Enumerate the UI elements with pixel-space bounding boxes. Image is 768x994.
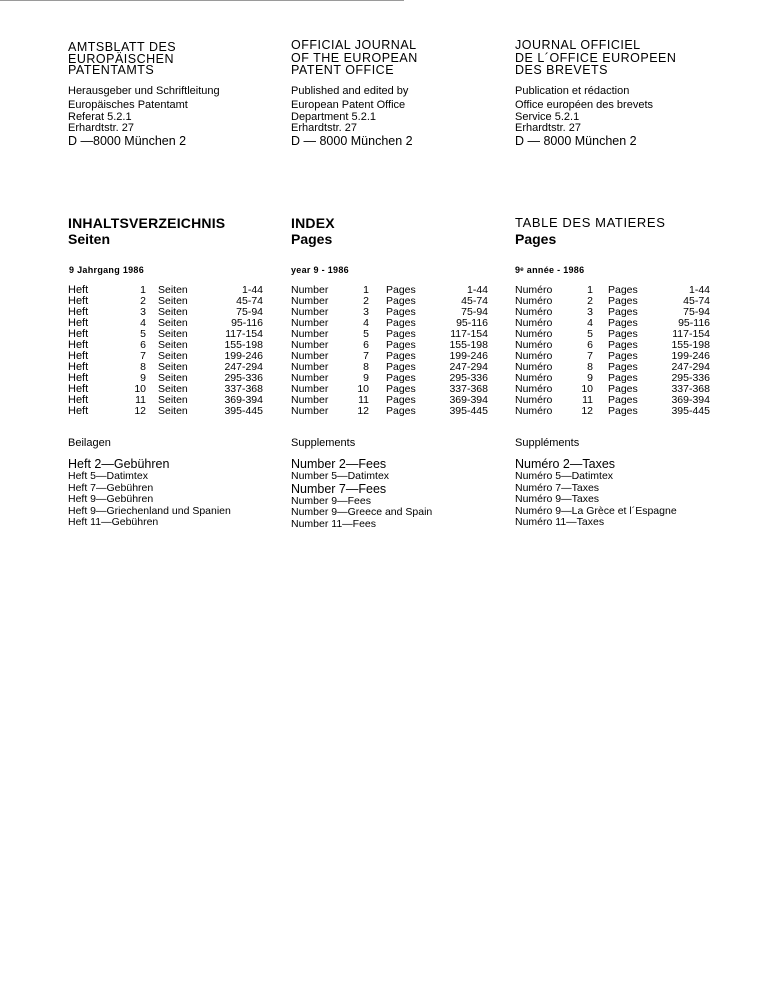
address-line: Europäisches Patentamt (68, 99, 188, 111)
issue-unit: Pages (386, 383, 416, 395)
issue-unit: Pages (386, 295, 416, 307)
issue-unit: Seiten (158, 295, 188, 307)
issue-number: 11 (135, 394, 146, 406)
issue-label: Number (291, 284, 329, 296)
issue-pages: 95-116 (456, 317, 488, 329)
issue-number: 9 (140, 372, 146, 384)
column-french (515, 0, 715, 994)
issue-label: Heft (68, 339, 89, 351)
issue-label: Heft (68, 295, 89, 307)
heading-title: TABLE DES MATIERES (515, 215, 666, 230)
heading-subtitle: Pages (291, 231, 333, 247)
issue-unit: Seiten (158, 317, 188, 329)
issue-unit: Pages (386, 284, 416, 296)
issue-pages: 75-94 (461, 306, 488, 318)
issue-label: Numéro (515, 295, 553, 307)
publisher-line: Published and edited by (291, 85, 409, 97)
supplements-heading: Suppléments (515, 437, 580, 449)
table-row (291, 406, 488, 417)
address-line: Referat 5.2.1 (68, 110, 132, 123)
issue-number: 1 (587, 284, 593, 296)
issue-label: Heft (68, 383, 89, 395)
issue-unit: Pages (608, 295, 638, 307)
issue-number: 1 (140, 284, 146, 296)
issue-pages: 45-74 (683, 295, 710, 307)
section-heading (515, 215, 715, 247)
issue-unit: Pages (386, 317, 416, 329)
issues-table (68, 285, 263, 417)
issue-pages: 1-44 (688, 284, 710, 296)
issue-pages: 1-44 (466, 284, 488, 296)
issue-number: 7 (363, 350, 369, 362)
issue-number: 3 (363, 306, 369, 318)
issue-pages: 369-394 (671, 394, 710, 406)
title-line: PATENT OFFICE (291, 63, 395, 77)
issue-number: 8 (587, 361, 593, 373)
address-line: European Patent Office (291, 99, 406, 111)
issue-pages: 155-198 (449, 339, 488, 351)
issue-unit: Seiten (158, 350, 188, 362)
address-line: Service 5.2.1 (515, 110, 580, 123)
supplement-item: Heft 11—Gebühren (68, 516, 159, 528)
address-line: Department 5.2.1 (291, 110, 376, 123)
issue-pages: 95-116 (678, 317, 710, 329)
supplement-item: Numéro 7—Taxes (515, 481, 600, 494)
issue-pages: 247-294 (224, 361, 263, 373)
address-line: Erhardtstr. 27 (68, 122, 135, 134)
supplement-item: Heft 5—Datimtex (68, 470, 148, 482)
issue-unit: Pages (608, 350, 638, 362)
table-row (68, 406, 263, 417)
address-line: Erhardtstr. 27 (515, 122, 582, 134)
supplement-item: Heft 9—Gebühren (68, 493, 154, 505)
issue-number: 9 (363, 372, 369, 384)
issue-pages: 295-336 (224, 372, 263, 384)
year-line: year 9 - 1986 (291, 265, 349, 275)
supplements-heading: Supplements (291, 437, 356, 449)
section-heading (68, 215, 268, 247)
issue-label: Number (291, 306, 329, 318)
issue-unit: Pages (386, 339, 416, 351)
issue-unit: Pages (608, 306, 638, 318)
issue-label: Numéro (515, 306, 553, 318)
issue-label: Numéro (515, 372, 553, 384)
issue-pages: 117-154 (672, 328, 710, 340)
title-line: JOURNAL OFFICIEL (515, 38, 641, 52)
issue-unit: Seiten (158, 383, 188, 395)
address-line: D — 8000 München 2 (291, 133, 413, 148)
supplement-item: Number 2—Fees (291, 457, 387, 471)
supplement-item: Numéro 2—Taxes (515, 457, 616, 471)
issue-unit: Seiten (158, 405, 188, 417)
issue-number: 8 (363, 361, 369, 373)
issue-number: 10 (134, 383, 146, 395)
issue-number: 7 (140, 350, 146, 362)
issue-pages: 395-445 (671, 405, 710, 417)
heading-title: INHALTSVERZEICHNIS (68, 215, 226, 231)
issue-label: Numéro (515, 383, 553, 395)
supplement-item: Number 9—Greece and Spain (291, 506, 433, 518)
journal-title (515, 39, 715, 77)
issue-number: 9 (587, 372, 593, 384)
issue-label: Numéro (515, 284, 553, 296)
issue-label: Heft (68, 405, 89, 417)
issue-number: 2 (587, 295, 593, 307)
address-line: Erhardtstr. 27 (291, 122, 358, 134)
supplement-item: Number 7—Fees (291, 481, 387, 496)
issue-label: Numéro (515, 328, 553, 340)
supplement-item: Numéro 11—Taxes (515, 516, 605, 528)
issue-label: Number (291, 383, 329, 395)
issue-pages: 1-44 (241, 284, 263, 296)
issue-label: Heft (68, 284, 89, 296)
issue-unit: Pages (608, 328, 638, 340)
issue-label: Heft (68, 372, 89, 384)
issue-label: Number (291, 372, 329, 384)
issue-number: 3 (587, 306, 593, 318)
issue-unit: Pages (608, 383, 638, 395)
supplements-list (291, 458, 496, 530)
title-line: EUROPÄISCHEN (68, 51, 175, 66)
issue-number: 6 (587, 339, 593, 351)
supplements-heading: Beilagen (68, 437, 111, 449)
issue-unit: Pages (608, 394, 638, 406)
issue-label: Numéro (515, 339, 553, 351)
issue-number: 10 (357, 383, 369, 395)
issue-number: 6 (363, 339, 369, 351)
issue-unit: Seiten (158, 284, 188, 296)
issue-label: Heft (68, 350, 89, 362)
issue-pages: 155-198 (224, 339, 263, 351)
issue-pages: 199-246 (224, 350, 263, 362)
issue-label: Number (291, 328, 329, 340)
year-line: 9 Jahrgang 1986 (69, 265, 145, 275)
publisher-line: Herausgeber und Schriftleitung (68, 85, 220, 97)
issue-label: Heft (68, 394, 89, 406)
column-german (68, 0, 268, 994)
issue-number: 4 (363, 317, 369, 329)
issue-pages: 337-368 (449, 383, 488, 395)
issue-number: 2 (363, 295, 369, 307)
issue-pages: 395-445 (449, 405, 488, 417)
issue-unit: Pages (608, 284, 638, 296)
issue-number: 5 (363, 328, 369, 340)
year-line: 9ᵉ année - 1986 (515, 265, 585, 275)
issue-label: Number (291, 295, 329, 307)
issue-number: 2 (140, 295, 146, 307)
column-english (291, 0, 496, 994)
journal-title (68, 39, 268, 77)
issue-pages: 295-336 (449, 372, 488, 384)
issue-label: Heft (68, 306, 89, 318)
issue-label: Numéro (515, 361, 553, 373)
issue-unit: Pages (386, 328, 416, 340)
issue-pages: 155-198 (671, 339, 710, 351)
issue-number: 12 (134, 405, 146, 417)
issue-pages: 75-94 (683, 306, 710, 318)
issue-number: 6 (140, 339, 146, 351)
issue-unit: Pages (386, 306, 416, 318)
issue-pages: 117-154 (225, 328, 263, 340)
address-line: D —8000 München 2 (68, 133, 187, 148)
issue-pages: 369-394 (224, 394, 263, 406)
issue-pages: 295-336 (671, 372, 710, 384)
issue-pages: 95-116 (231, 317, 263, 329)
issue-unit: Pages (608, 317, 638, 329)
issue-number: 12 (357, 405, 369, 417)
issue-label: Numéro (515, 317, 553, 329)
issue-label: Number (291, 317, 329, 329)
title-line: PATENTAMTS (68, 63, 155, 77)
issue-unit: Pages (386, 394, 416, 406)
issue-unit: Seiten (158, 328, 188, 340)
title-line: AMTSBLATT DES (68, 40, 177, 54)
section-heading (291, 215, 496, 247)
issues-table (291, 285, 488, 417)
table-row (515, 406, 710, 417)
address-line: Office européen des brevets (515, 99, 653, 111)
issue-unit: Seiten (158, 372, 188, 384)
supplement-item: Numéro 5—Datimtex (515, 470, 614, 482)
issue-unit: Seiten (158, 361, 188, 373)
issue-label: Numéro (515, 405, 553, 417)
heading-subtitle: Pages (515, 231, 557, 247)
issue-pages: 199-246 (449, 350, 488, 362)
issue-number: 4 (140, 317, 146, 329)
issue-number: 4 (587, 317, 593, 329)
issue-number: 11 (582, 394, 593, 406)
issue-label: Number (291, 339, 329, 351)
supplement-item: Numéro 9—Taxes (515, 493, 600, 505)
issue-unit: Pages (608, 372, 638, 384)
issue-label: Heft (68, 361, 89, 373)
supplements-list (68, 458, 268, 529)
issues-table (515, 285, 710, 417)
issue-unit: Pages (608, 405, 638, 417)
issue-label: Heft (68, 317, 89, 329)
issue-pages: 337-368 (671, 383, 710, 395)
issue-pages: 395-445 (224, 405, 263, 417)
supplement-item: Heft 7—Gebühren (68, 481, 154, 494)
address-line: D — 8000 München 2 (515, 133, 637, 148)
heading-subtitle: Seiten (68, 231, 111, 247)
address-block (291, 100, 496, 148)
issue-unit: Pages (386, 350, 416, 362)
address-block (68, 100, 268, 148)
issue-number: 12 (581, 405, 593, 417)
title-line: OFFICIAL JOURNAL (291, 38, 417, 52)
address-block (515, 100, 715, 148)
title-line: OF THE EUROPEAN (291, 50, 418, 65)
issue-label: Number (291, 361, 329, 373)
supplements-list (515, 458, 715, 529)
issue-pages: 247-294 (449, 361, 488, 373)
title-line: DES BREVETS (515, 63, 609, 77)
issue-number: 11 (358, 394, 369, 406)
heading-title: INDEX (291, 215, 335, 231)
issue-label: Number (291, 405, 329, 417)
issue-unit: Pages (386, 372, 416, 384)
issue-unit: Pages (608, 339, 638, 351)
title-line: DE L´OFFICE EUROPEEN (515, 50, 677, 65)
supplement-item: Number 9—Fees (291, 494, 371, 507)
issue-pages: 337-368 (224, 383, 263, 395)
issue-pages: 45-74 (236, 295, 263, 307)
issue-pages: 199-246 (671, 350, 710, 362)
publisher-line: Publication et rédaction (515, 85, 630, 97)
journal-title (291, 39, 496, 77)
issue-number: 5 (140, 328, 146, 340)
issue-number: 5 (587, 328, 593, 340)
issue-unit: Seiten (158, 339, 188, 351)
issue-label: Numéro (515, 394, 553, 406)
supplement-item: Heft 2—Gebühren (68, 457, 170, 471)
issue-label: Number (291, 394, 329, 406)
supplement-item: Heft 9—Griechenland und Spanien (68, 504, 231, 517)
issue-unit: Seiten (158, 394, 188, 406)
issue-number: 7 (587, 350, 593, 362)
issue-pages: 75-94 (236, 306, 263, 318)
supplement-item: Number 5—Datimtex (291, 470, 390, 482)
issue-pages: 45-74 (461, 295, 488, 307)
issue-unit: Pages (386, 405, 416, 417)
issue-unit: Pages (386, 361, 416, 373)
issue-number: 8 (140, 361, 146, 373)
issue-number: 3 (140, 306, 146, 318)
supplement-item: Number 11—Fees (291, 517, 377, 530)
issue-unit: Seiten (158, 306, 188, 318)
supplement-item: Numéro 9—La Grèce et l´Espagne (515, 504, 677, 517)
issue-number: 1 (363, 284, 369, 296)
issue-number: 10 (581, 383, 593, 395)
issue-pages: 247-294 (671, 361, 710, 373)
issue-label: Number (291, 350, 329, 362)
issue-pages: 117-154 (450, 328, 488, 340)
issue-pages: 369-394 (449, 394, 488, 406)
issue-label: Numéro (515, 350, 553, 362)
issue-label: Heft (68, 328, 89, 340)
issue-unit: Pages (608, 361, 638, 373)
